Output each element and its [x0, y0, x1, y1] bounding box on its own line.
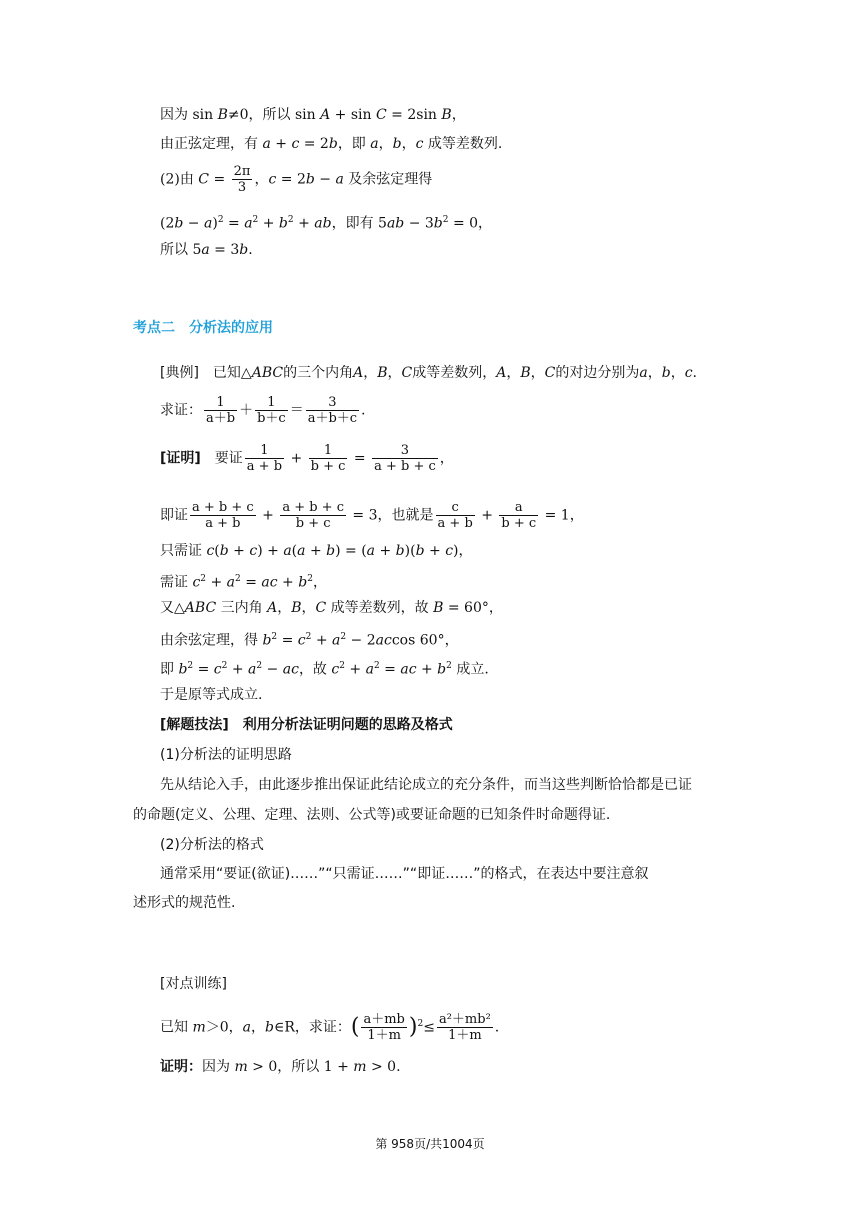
text-line: $(2b - a)^2 = a^2 + b^2$ + ab，即有 $5ab - 3b^2 = 0$， [160, 215, 493, 232]
fraction: $\frac{a}{b + c}$ [501, 500, 537, 531]
method-paragraph: 述形式的规范性. [133, 895, 236, 911]
prove-statement: 求证： $\frac{1}{a+b}$ ＋ $\frac{1}{b+c}$ ＝ $\frac{3}{a+b+c}$ . [160, 395, 366, 426]
example-line: [典例] 已知△ABC的三个内角A，B，C成等差数列，A，B，C的对边分别为a，b，c. [160, 365, 697, 381]
page-footer: 第 958页/共1004页 [375, 1137, 485, 1151]
fraction: $\frac{1}{a + b}$ [246, 443, 283, 474]
proof-line: 又△ABC 三内角 A，B，C 成等差数列，故 B = 60°， [160, 600, 503, 616]
text-line: (2)由 C = $\frac{2\pi}{3}$ ，c = 2b − a 及余弦定理得 [160, 164, 433, 195]
fraction: $\frac{a + b + c}{a + b}$ [192, 500, 254, 531]
proof-conclusion: 于是原等式成立. [160, 687, 263, 703]
training-label: [对点训练] [160, 976, 227, 992]
proof-line: 需证 $c^2 + a^2$ = ac + $b^2$， [160, 574, 327, 591]
fraction: $\frac{3}{a + b + c}$ [374, 443, 436, 474]
proof-line: 即 $b^2 = c^2 + a^2$ − ac，故 $c^2 + a^2$ = ac + $b^2$ 成立. [160, 661, 489, 678]
training-problem: 已知 m＞0，a，b∈R，求证：( $\frac{a+mb}{1+m}$ )$^2$≤ $\frac{\text{a²＋mb²}}{1+m}$ . [160, 1012, 500, 1043]
fraction: $\frac{1}{a+b}$ [206, 395, 236, 426]
method-paragraph: 先从结论入手，由此逐步推出保证此结论成立的充分条件，而当这些判断恰恰都是已证 [160, 777, 692, 793]
fraction: $\frac{3}{a+b+c}$ [307, 395, 358, 426]
fraction: $\frac{a+mb}{1+m}$ [363, 1012, 405, 1043]
text-line: 因为 sin B≠0，所以 sin A + sin C = 2sin B， [160, 107, 466, 123]
fraction: $\frac{2\pi}{3}$ [233, 164, 251, 195]
text-line: 所以 5a = 3b. [160, 242, 253, 258]
fraction: $\frac{\text{a²＋mb²}}{1+m}$ [438, 1012, 491, 1043]
method-paragraph: 的命题(定义、公理、定理、法则、公式等)或要证命题的已知条件时命题得证. [133, 807, 611, 823]
proof-line: 由余弦定理，得 $b^2 = c^2 + a^2 - 2accos$ 60°， [160, 632, 459, 649]
fraction: $\frac{1}{b+c}$ [257, 395, 286, 426]
method-subtitle: (2)分析法的格式 [160, 837, 264, 853]
proof-line: 只需证 c(b + c) + a(a + b) = (a + b)(b + c)， [160, 543, 473, 559]
proof-line: [证明] 要证 $\frac{1}{a + b}$ + $\frac{1}{b + c}$ = $\frac{3}{a + b + c}$ ， [160, 443, 454, 474]
fraction: $\frac{c}{a + b}$ [437, 500, 473, 531]
fraction: $\frac{a + b + c}{b + c}$ [282, 500, 344, 531]
method-paragraph: 通常采用“要证(欲证)……”“只需证……”“即证……”的格式，在表达中要注意叙 [160, 866, 649, 882]
method-subtitle: (1)分析法的证明思路 [160, 747, 292, 763]
method-title: [解题技法] 利用分析法证明问题的思路及格式 [160, 717, 453, 733]
text-line: 由正弦定理，有 a + c = 2b，即 a，b，c 成等差数列. [160, 136, 503, 152]
training-proof: 证明：因为 m > 0，所以 1 + m > 0. [160, 1059, 401, 1075]
fraction: $\frac{1}{b + c}$ [310, 443, 346, 474]
section-heading: 考点二 分析法的应用 [133, 320, 273, 336]
proof-line: 即证 $\frac{a + b + c}{a + b}$ + $\frac{a + b + c}{b + c}$ = 3，也就是 $\frac{c}{a + b}$ + $\frac{a}{b + c}$ = 1， [160, 500, 584, 531]
